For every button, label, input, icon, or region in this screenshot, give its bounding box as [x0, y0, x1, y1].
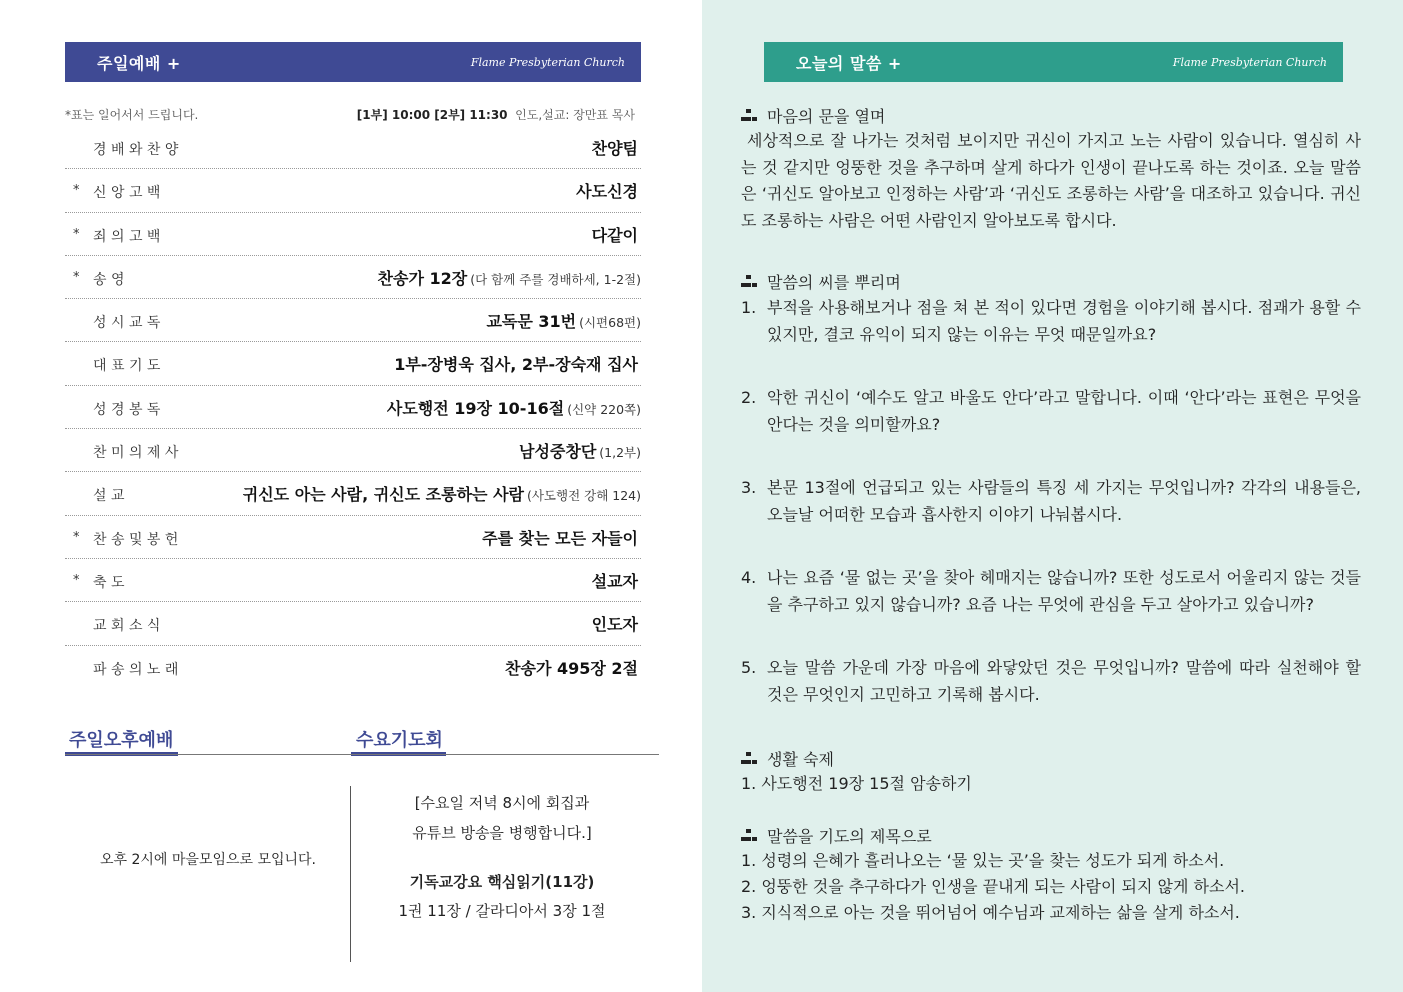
question-number: 3. — [741, 478, 757, 497]
standing-note: *표는 일어서서 드립니다. — [65, 108, 199, 122]
order-value-text: 주를 찾는 모든 자들이 — [482, 528, 638, 548]
order-row — [65, 516, 641, 559]
order-value-note: (사도행전 강해 124) — [526, 488, 641, 504]
order-item-name: 성 시 교 독 — [93, 315, 161, 332]
order-item-name: 파 송 의 노 래 — [93, 661, 179, 678]
question-text: 본문 13절에 언급되고 있는 사람들의 특징 세 가지는 무엇입니까? 각각의 내용들은, 오늘날 어떠한 모습과 흡사한지 이야기 나눠봅시다. — [767, 478, 1361, 524]
order-value-text: 찬양팀 — [591, 139, 638, 158]
section-heading — [741, 745, 1361, 771]
order-item-value — [592, 569, 641, 592]
order-item-name: 교 회 소 식 — [93, 618, 161, 635]
order-value-text: 설교자 — [591, 571, 638, 591]
question-number: 5. — [741, 658, 757, 677]
homework-section — [741, 745, 1361, 797]
wednesday-line-1: [수요일 저녁 8시에 회집과 — [414, 794, 590, 812]
order-row — [65, 126, 641, 169]
order-row — [65, 429, 641, 472]
order-row — [65, 256, 641, 299]
section-heading — [741, 102, 1361, 128]
order-row — [65, 646, 641, 689]
order-row — [65, 299, 641, 342]
order-item-name: 찬 미 의 제 사 — [93, 445, 179, 462]
wednesday-study-title: 기독교강요 핵심읽기(11강) — [409, 873, 595, 891]
order-item-value — [482, 526, 641, 549]
church-name: Flame Presbyterian Church — [470, 55, 625, 69]
question-number: 2. — [741, 388, 757, 407]
discussion-question — [741, 654, 1361, 708]
banner-title: 오늘의 말씀 + — [796, 53, 902, 73]
section-heading — [741, 268, 1361, 294]
order-item-name: 신 앙 고 백 — [93, 185, 161, 202]
order-item-value — [505, 656, 641, 679]
discussion-question — [741, 564, 1361, 618]
question-number: 4. — [741, 568, 757, 587]
service-times-info — [357, 106, 635, 123]
order-item-name: 축 도 — [93, 574, 125, 591]
order-item-value — [243, 482, 641, 505]
discussion-question — [741, 474, 1361, 528]
order-value-text: 남성중창단 — [519, 442, 597, 462]
pyramid-bullet-icon — [741, 829, 757, 842]
order-item-value — [394, 352, 641, 375]
pyramid-bullet-icon — [741, 275, 757, 288]
order-value-note: (1,2부) — [599, 445, 641, 461]
prayer-item: 1. 성령의 은혜가 흘러나오는 ‘물 있는 곳’을 찾는 성도가 되게 하소서. — [741, 851, 1225, 870]
sowing-heading: 말씀의 씨를 뿌리며 — [767, 272, 901, 292]
sunday-worship-banner — [65, 42, 641, 82]
order-value-text: 교독문 31번 — [486, 312, 577, 332]
order-row — [65, 602, 641, 645]
question-text: 악한 귀신이 ‘예수도 알고 바울도 안다’라고 말합니다. 이때 ‘안다’라는 표현은 무엇을 안다는 것을 의미할까요? — [767, 388, 1361, 434]
order-value-text: 사도신경 — [576, 182, 638, 202]
order-item-name: 성 경 봉 독 — [93, 401, 161, 418]
order-item-value — [378, 266, 641, 289]
order-item-value — [486, 309, 641, 332]
prayer-section — [741, 822, 1361, 926]
standing-marker: * — [73, 529, 80, 545]
order-of-worship-list — [65, 126, 641, 689]
order-item-name: 죄 의 고 백 — [93, 228, 161, 245]
order-item-name: 설 교 — [93, 488, 125, 505]
order-row — [65, 472, 641, 515]
order-value-note: (다 함께 주를 경배하세, 1-2절) — [470, 271, 641, 287]
prayer-item: 3. 지식적으로 아는 것을 뛰어넘어 예수님과 교제하는 삶을 살게 하소서. — [741, 903, 1240, 922]
pyramid-bullet-icon — [741, 752, 757, 765]
wednesday-prayer-title: 수요기도회 — [356, 730, 443, 751]
homework-heading: 생활 숙제 — [767, 749, 834, 769]
discussion-question — [741, 294, 1361, 348]
order-value-text: 1부-장병욱 집사, 2부-장숙재 집사 — [394, 355, 638, 375]
order-row — [65, 169, 641, 212]
order-value-text: 찬송가 12장 — [377, 268, 468, 288]
order-item-name: 대 표 기 도 — [93, 358, 161, 375]
order-row — [65, 213, 641, 256]
prayer-item: 2. 엉뚱한 것을 추구하다가 인생을 끝내게 되는 사람이 되지 않게 하소서. — [741, 877, 1245, 896]
order-value-text: 인도자 — [591, 615, 638, 635]
section-heading — [741, 822, 1361, 848]
question-number: 1. — [741, 298, 757, 317]
standing-marker: * — [73, 226, 80, 242]
order-item-value — [592, 612, 641, 635]
standing-marker: * — [73, 183, 80, 199]
prayer-heading: 말씀을 기도의 제목으로 — [767, 826, 932, 846]
order-value-text: 다같이 — [591, 225, 638, 245]
order-value-note: (시편68편) — [579, 315, 641, 331]
order-value-text: 찬송가 495장 2절 — [505, 658, 638, 678]
todays-word-page — [702, 0, 1403, 992]
wednesday-reading: 1권 11장 / 갈라디아서 3장 1절 — [398, 902, 606, 920]
order-item-name: 경 배 와 찬 양 — [93, 142, 179, 158]
open-heart-heading: 마음의 문을 열며 — [767, 106, 886, 126]
order-item-name: 송 영 — [93, 271, 125, 288]
service-times: [1부] 10:00 [2부] 11:30 — [356, 108, 508, 122]
order-item-value — [576, 179, 641, 202]
open-heart-text: 세상적으로 잘 나가는 것처럼 보이지만 귀신이 가지고 노는 사람이 있습니다. 열심히 사는 것 같지만 엉뚱한 것을 추구하며 살게 하다가 인생이 끝나도록 하는 것이죠. 오늘 말씀은 ‘귀신도 알아보고 인정하는 사람’과 ‘귀신도 조롱하는 사람’을 대조하고 있습니다. 귀신도 조롱하는 사람은 어떤 사람인지 알아보도록 합시다. — [741, 131, 1361, 230]
afternoon-service-text: 오후 2시에 마을모임으로 모입니다. — [99, 852, 317, 868]
order-row — [65, 386, 641, 429]
church-name: Flame Presbyterian Church — [1172, 55, 1327, 69]
sowing-section — [741, 268, 1361, 744]
section-divider-line — [65, 754, 659, 755]
banner-title: 주일예배 + — [97, 53, 181, 73]
order-item-value — [592, 223, 641, 246]
open-heart-section — [741, 102, 1361, 234]
question-text: 부적을 사용해보거나 점을 쳐 본 적이 있다면 경험을 이야기해 봅시다. 점괘가 용할 수 있지만, 결코 유익이 되지 않는 이유는 무엇 때문일까요? — [767, 298, 1361, 344]
vertical-divider — [350, 786, 351, 962]
order-value-text: 사도행전 19장 10-16절 — [386, 398, 565, 418]
pyramid-bullet-icon — [741, 109, 757, 122]
order-item-value — [592, 136, 641, 159]
order-row — [65, 559, 641, 602]
order-value-text: 귀신도 아는 사람, 귀신도 조롱하는 사람 — [242, 485, 524, 505]
wednesday-line-2: 유튜브 방송을 병행합니다.] — [412, 824, 592, 842]
question-text: 나는 요즘 ‘물 없는 곳’을 찾아 헤매지는 않습니까? 또한 성도로서 어울리지 않는 것들을 추구하고 있지 않습니까? 요즘 나는 무엇에 관심을 두고 살아가고 있습니까? — [767, 568, 1361, 614]
discussion-question — [741, 384, 1361, 438]
homework-item: 1. 사도행전 19장 15절 암송하기 — [741, 774, 972, 793]
standing-marker: * — [73, 269, 80, 285]
order-item-value — [519, 439, 641, 462]
order-item-name: 찬 송 및 봉 헌 — [93, 531, 179, 548]
todays-word-banner — [764, 42, 1343, 82]
officiant: 인도,설교: 장만표 목사 — [515, 108, 635, 122]
wednesday-prayer-box — [352, 788, 652, 926]
question-text: 오늘 말씀 가운데 가장 마음에 와닿았던 것은 무엇입니까? 말씀에 따라 실천해야 할 것은 무엇인지 고민하고 기록해 봅시다. — [767, 658, 1361, 704]
standing-marker: * — [73, 572, 80, 588]
afternoon-service-title: 주일오후예배 — [69, 730, 174, 751]
order-item-value — [387, 396, 641, 419]
order-value-note: (신약 220쪽) — [567, 401, 641, 417]
order-row — [65, 342, 641, 385]
